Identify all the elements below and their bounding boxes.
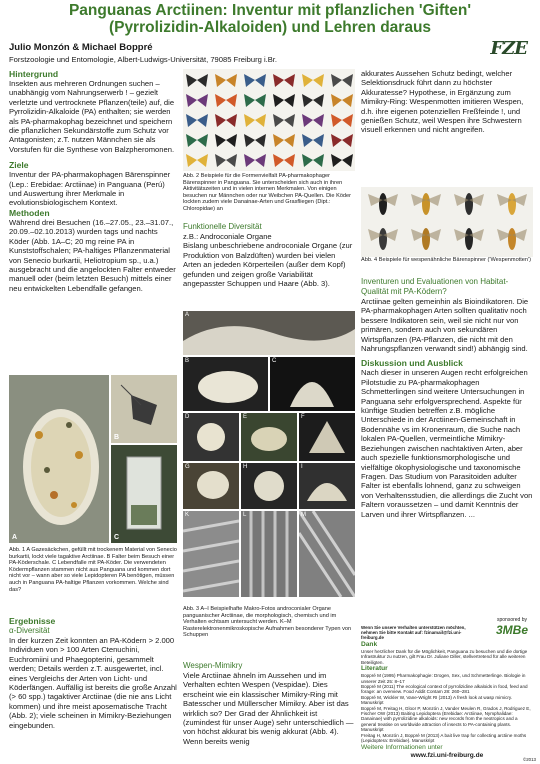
fig1-caption: Abb. 1 A Gazesäckchen, gefüllt mit trockenem Material von Senecio burkartii, lockt viele tagaktive Arctiinae. B Falter beim Besuch einer PA-Köderschale. C Lebendfalle mit PA-Köder. Die verwendeten Ködermpflanzen stammen nicht aus Panguana und kommen dort nicht vor – wann aber so viele Lepidopteren PA benötigen, müssen auch in Panguana PA-haltige Pflanzen vorkommen. Welche sind das? [9, 547, 177, 593]
section-funktionelle-diversitaet [183, 222, 355, 288]
literature-item: Boppré M (2011) The ecological context of pyrrolizidine alkaloids in food, feed and forage: an overview. Food Addit Contam 28: 260–281 [361, 684, 528, 695]
fig3-label-m: M [301, 512, 306, 518]
heading-wespen-mimikry: Wespen-Mimikry [183, 661, 243, 670]
heading-ergebnisse: Ergebnisse [9, 616, 56, 626]
wasp-moth-body [379, 228, 387, 250]
fig1-photo-c [111, 445, 177, 543]
wasp-moth-body [422, 193, 430, 215]
fig3-photo-c [270, 357, 355, 411]
fig3-caption-block [183, 606, 355, 639]
fig3-photo-g [183, 463, 239, 509]
section-ergebnisse [9, 616, 177, 730]
support-footnote: Wenn Sie unsere Verhalten unterstützen möchten, nehmen Sie bitte Kontakt auf: fzinamail@fzi.uni-freiburg.de [361, 625, 466, 641]
moth-specimen [302, 134, 324, 147]
fig3-photo-grid [183, 311, 355, 619]
wasp-moth-body [465, 228, 473, 250]
wasp-moth-body [422, 228, 430, 250]
copyright: ©2013 [522, 757, 536, 762]
heading-inventuren: Inventuren und Evaluationen von Habitat-Qualität mit PA-Ködern? [361, 277, 509, 296]
authors: Julio Monzón & Michael Boppré [9, 42, 153, 53]
moth-specimen [186, 74, 208, 87]
fig3-label-c: C [272, 358, 277, 364]
fig3-sem-l [241, 511, 297, 597]
moth-specimen [331, 134, 353, 147]
fig3-label-f: F [301, 414, 305, 420]
wasp-moth-body [508, 193, 516, 215]
moth-specimen [302, 154, 324, 167]
fig2-caption-block [183, 173, 355, 213]
moth-specimen [273, 94, 295, 107]
moth-specimen [273, 114, 295, 127]
fig3-label-b: B [185, 358, 190, 364]
text-dank: Unser herzlicher Dank für die Möglichkeit, Panguana zu besuchen und die dortige Infrastruktur zu nutzen, gilt Frau Dr. Juliane Diller, stellvertretend für alle weiteren Beteiligten. [361, 649, 528, 665]
fig3-photo-h [241, 463, 297, 509]
text-methoden: Während drei Besuchen (16.–27.05., 23.–31.07., 20.09.–02.10.2013) wurden tags und nachts Köder (Abb. 1A–C; 20 mg reine PA in Kunststoffschalen; PA-haltiges Pflanzenmaterial von Senecio burkartii, Heliotropium sp., u.a.) ausgebracht und die angelockten Falter entweder manuell oder (beim letzten Besuch) mittels einer neu entwickelten Lebendfalle gefangen. [9, 217, 176, 293]
moth-specimen [244, 154, 266, 167]
fig3-label-d: D [185, 414, 190, 420]
moth-specimen [186, 134, 208, 147]
fig3-photo-d [183, 413, 239, 461]
heading-hintergrund: Hintergrund [9, 69, 59, 79]
fig1-photo-a [9, 375, 109, 543]
text-ziele: Inventur der PA-pharmakophagen Bärenspinner (Lep.: Erebidae: Arctiinae) in Panguana (Perú) und Auswertung ihrer Merkmale in evolutionsbiologischem Kontext. [9, 170, 171, 208]
moth-specimen [244, 134, 266, 147]
fig2-moth-grid [183, 69, 355, 171]
wasp-moth-body [508, 228, 516, 250]
moth-specimen [244, 74, 266, 87]
heading-funktionelle-diversitaet: Funktionelle Diversität [183, 222, 262, 231]
moth-specimen [331, 94, 353, 107]
live-trap-photo [111, 445, 177, 543]
moth-specimen [186, 114, 208, 127]
moth-specimen [331, 74, 353, 87]
fig3-label-l: L [243, 512, 247, 518]
text-diskussion: Nach dieser in unseren Augen recht erfolgreichen Pilotstudie zu PA-pharmakophagen Schmetterlingen sind weitere Untersuchungen in Panguana sehr erfolgversprechend. Aspekte für künftige Studien betreffen z.B. mögliche Unterschiede in der Arctiinen-Gemeinschaft in Bodennähe vs im Kronenraum, die Suche nach lokalen PA-Quellen, vermeintliche Mimikry-Beziehungen zwischen nachtaktiven Arten, aber auch spezielle funktionsmorphologische und vielfältige ökophysiologische und taxonomische Fragen. Das Studium von Parasitoiden adulter Falter ist ebenfalls lohnend, ganz zu schweigen von Verhaltensstudien, die allerdings die Zucht von Faltern voraussetzen – und damit Kenntnis der Larven und ihrer Wirtspflanzen. ... [361, 368, 533, 519]
fig4-wasp-moths [361, 187, 533, 257]
fig3-photo-f [299, 413, 355, 461]
fig3-label-h: H [243, 464, 248, 470]
fig1-label-b: B [114, 434, 120, 441]
moth-specimen [244, 94, 266, 107]
wasp-moth-body [379, 193, 387, 215]
section-wespen-mimikry [183, 661, 355, 746]
fig3-photo-b [183, 357, 268, 411]
moth-specimen [244, 114, 266, 127]
literature-list [361, 673, 533, 743]
fig1-label-a: A [12, 534, 18, 541]
fig2-caption: Abb. 2 Beispiele für die Formenvielfalt PA-pharmakophager Bärenspinner in Panguana. Sie unterscheiden sich auch in ihren Aktivitätszeiten und in vielen internen Merkmalen. Von einigen besuchen nur Männchen oder nur Weibchen PA-Quellen. Die Köder lockten zudem viele Danainae-Arten und Grasfliegen (Dipt.: Chloropidae) an [183, 173, 352, 212]
moth-specimen [215, 114, 237, 127]
heading-weitere-info: Weitere Informationen unter [361, 743, 443, 751]
text-wespen-mimikry: Viele Arctiinae ähneln im Aussehen und im Verhalten echten Wespen (Vespidae). Dies erscheint wie ein klassischer Mimikry-Ring mit Batesscher und Müllerscher Mimikry. Aber ist das wirklich so? Der Grad der Ähnlichkeit ist (zumindest für unser Auge) sehr unterschiedlich — von höchst akkurat bis wenig akkurat (Abb. 4). Wenn bereits wenig [183, 671, 354, 746]
heading-methoden: Methoden [9, 207, 50, 218]
fig1-caption-block [9, 547, 177, 593]
heading-ziele: Ziele [9, 160, 29, 171]
fig3-label-a: A [185, 312, 190, 318]
sponsor-logo: 3MBe [495, 623, 528, 637]
literature-item: Boppré M (1995) Pharmakophagie: Drogen, Sex, und Schmetterlinge. Biologie in unserer Zeit 25: 8–17 [361, 673, 526, 684]
fig4-caption-block [361, 257, 533, 264]
fig3-label-e: E [243, 414, 248, 420]
text-wespen-continued: akkurates Aussehen Schutz bedingt, welcher Selektionsdruck führt dann zu höchster Akkuratesse? Hypothese, in Ergänzung zum Mimikry-Ring: Wespenmotten imitieren Wespen, d.h. ihre eigenen potenziellen Freßfeinde !, und genießen Schutz, weil Wespen ihre Schwestern visuell erkennen und nicht angreifen. [361, 69, 524, 135]
text-funktionelle-diversitaet: Bislang unbeschriebene androconiale Organe (zur Produktion von Balzdüften) wurden bei vielen Arten an jededen Körperteilen (außer dem Kopf) gefunden und zeigen große Variabilität angepasster Schuppen und Haare (Abb. 3). [183, 241, 353, 289]
fig3-sem-k [183, 511, 239, 597]
moth-specimen [273, 74, 295, 87]
title-line-2: (Pyrrolizidin-Alkaloiden) und Lehren daraus [108, 19, 432, 36]
moth-specimen [186, 94, 208, 107]
footnote-block [361, 625, 481, 641]
moth-specimen [302, 94, 324, 107]
heading-dank: Dank [361, 641, 378, 648]
moth-specimen [331, 154, 353, 167]
bait-dish-photo [111, 375, 177, 443]
fig3-photo-e [241, 413, 297, 461]
text-alpha-diversitaet: In der kurzen Zeit konnten an PA-Ködern > 2.000 Individuen von > 100 Arten Ctenuchini, Euchromiini und Phaegopterini, gesammelt werden; Details werden z.T. ausgewertet, incl. eines Vergleichs der Arten von Licht- und Köderfängen. Auffällig ist bereits die große Anzahl (> 60 spp.) tagaktiver Arctiinae (die nie ans Licht kommen) und ihre meist aposematische Tracht (Abb. 2); viele scheinen in Mimikry-Beziehungen eingebunden. [9, 636, 177, 730]
moth-specimen [302, 74, 324, 87]
heading-literatur: Literatur [361, 665, 388, 673]
moth-specimen [302, 114, 324, 127]
section-inventuren [361, 277, 533, 519]
fig3-sem-m [299, 511, 355, 597]
literature-item: Boppré M, Wickler W, Vane-Wright RI (2013) A fresh look at wasp mimicry. Manuskript [361, 694, 513, 706]
fig3-caption: Abb. 3 A–I Beispielhafte Makro-Fotos androconialer Organe panguanischer Arctiinae, die morphologisch, chemisch und im Verhalten echtsam untersucht werden. K–M Rasterelektronenmikroskopische Aufnahmen besonderer Typen von Schuppen [183, 606, 352, 639]
heading-alpha-diversitaet: α-Diversität [9, 626, 50, 635]
fig1-photo-b [111, 375, 177, 443]
moth-specimen [215, 134, 237, 147]
fig3-photo-i [299, 463, 355, 509]
fig3-label-g: G [185, 464, 190, 470]
literature-item: Freitag H, Monzón J, Boppré M (2013) A bait live trap for collecting arctiine moths (Lepidoptera: Erebidae). Manuskript [361, 732, 527, 744]
moth-specimen [215, 74, 237, 87]
website-link[interactable]: www.fzi.uni-freiburg.de [410, 751, 484, 759]
gauze-bag-photo [9, 375, 109, 543]
wasp-moth-body [465, 193, 473, 215]
column-left [9, 69, 177, 293]
fig3-photo-a [183, 311, 355, 355]
fig3-label-i: I [301, 464, 303, 470]
moth-specimens [183, 69, 355, 171]
moth-specimen [215, 154, 237, 167]
text-inventuren: Arctiinae gelten gemeinhin als Bioindikatoren. Die PA-pharmakophagen Arten sollten qualitativ noch bessere Indikatoren sein, weil sie nicht nur von primären, sondern auch von sekundären Wirtspflanzen (PA-Pflanzen, die nicht mit den Nahrungspflanzen verwandt sind!) abhängig sind. [361, 297, 529, 354]
fig4-caption: Abb. 4 Beispiele für wespenähnliche Bärenspinner ('Wespenmotten') [361, 257, 531, 263]
text-hintergrund: Insekten aus mehreren Ordnungen suchen – unabhängig vom Nahrungserwerb ! – gezielt verletzte und vertrocknete Pflanzen(teile) auf, die Pyrrolizidin-Alkaloide (PA) enthalten; sie werden als PA-pharmakophag bezeichnet und speichern die pflanzlichen Sekundärstoffe zum Schutz vor Antagonisten; z.T. nutzen Männchen sie als Vorstufen für die Synthese von Balzpheromonen. [9, 79, 175, 154]
sponsor-label: sponsored by [496, 617, 528, 623]
moth-specimen [186, 154, 208, 167]
fig1-label-c: C [114, 534, 120, 541]
poster-title [0, 2, 540, 36]
wasp-moth-specimens [361, 187, 533, 257]
fze-logo: FZE [490, 38, 527, 59]
literature-item: Boppré M, Freitag H, Gloor P, Monzón J, Vander Meulen R, Grados J, Rodriguez E, Fischer OW (2013) Baiting Lepidoptera (Erebidae: Arctiinae, Nymphalidae: Danainae) with pyrrolizidine alkaloids: new records from the neotropics and a general treatise on worldwide attraction of insects to PA-containing plants. Manuskript [361, 705, 531, 733]
subheading-androconiale: z.B.: Androconiale Organe [183, 232, 272, 241]
fig3-label-k: K [185, 512, 190, 518]
affiliation: Forstzoologie und Entomologie, Albert-Ludwigs-Universität, 79085 Freiburg i.Br. [9, 55, 278, 64]
section-dank [361, 641, 533, 759]
moth-specimen [215, 94, 237, 107]
title-line-1: Panguanas Arctiinen: Inventur mit pflanzlichen 'Giften' [68, 2, 472, 19]
moth-specimen [273, 134, 295, 147]
moth-specimen [331, 114, 353, 127]
sponsor-block [490, 617, 534, 637]
column-right [361, 69, 533, 135]
heading-diskussion: Diskussion und Ausblick [361, 358, 463, 369]
moth-specimen [273, 154, 295, 167]
